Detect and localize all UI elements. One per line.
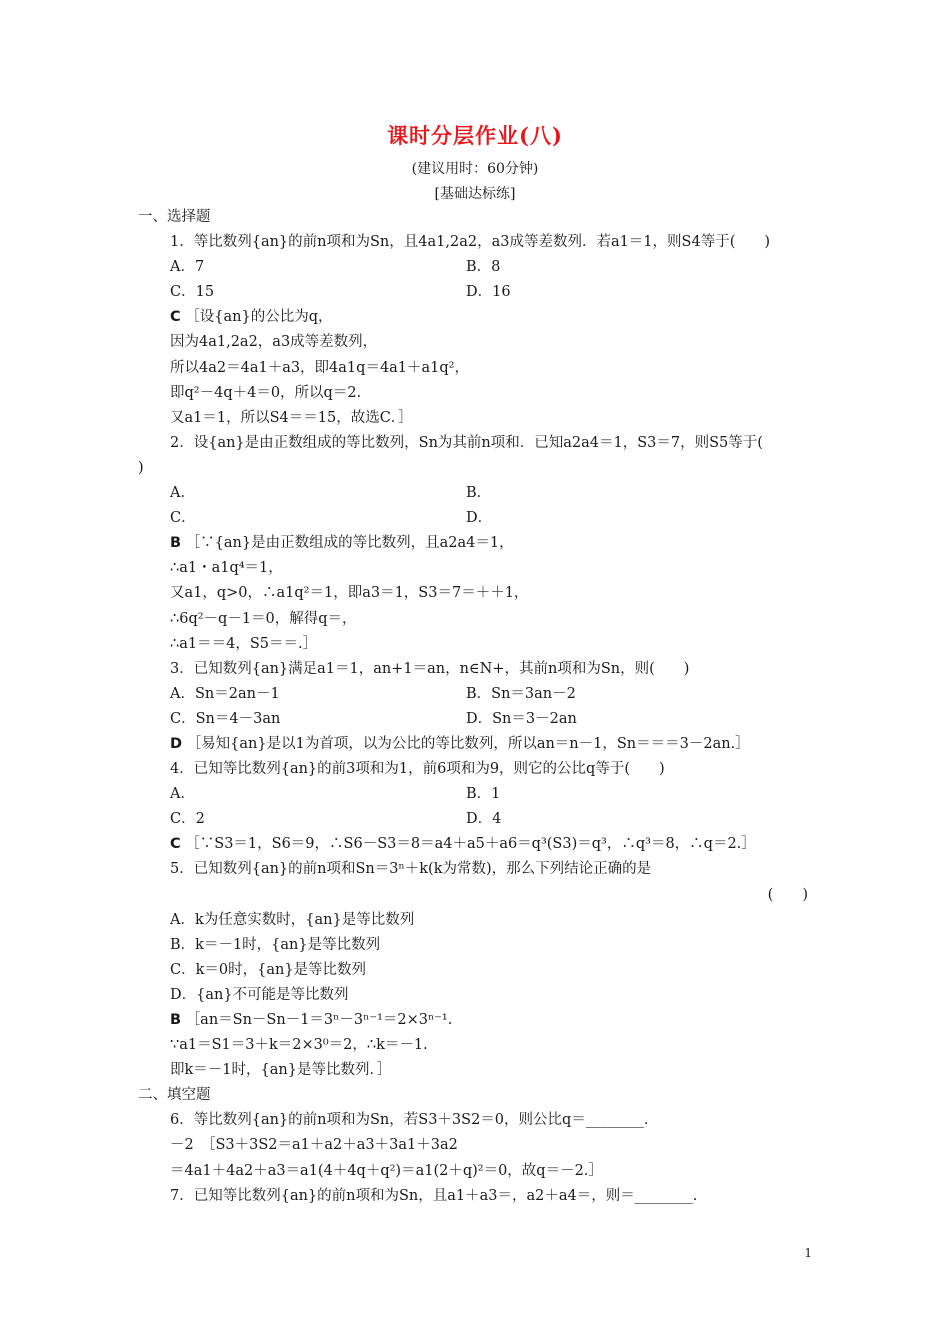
page-title: 课时分层作业(八): [387, 123, 563, 148]
line-text: ［an＝Sn－Sn－1＝3ⁿ－3ⁿ⁻¹＝2×3ⁿ⁻¹.: [185, 1012, 453, 1028]
text-line: [138, 1008, 818, 1033]
text-line: [138, 230, 818, 255]
line-text: 所以4a2＝4a1＋a3，即4a1q＝4a1＋a1q²，: [170, 359, 469, 376]
section-tag: [基础达标练]: [434, 186, 516, 202]
line-text: A．: [170, 786, 195, 803]
answer-letter: D: [170, 735, 183, 752]
text-line: [138, 381, 818, 406]
answer-letter: C: [170, 836, 181, 853]
text-line: [138, 531, 818, 556]
line-text: 1．等比数列{an}的前n项和为Sn，且4a1,2a2，a3成等差数列．若a1＝1，则S4等于( ): [170, 234, 771, 251]
option-right-column: D．16: [466, 284, 511, 301]
text-line: [138, 682, 818, 707]
option-right-column: B．: [466, 485, 492, 502]
line-text: A．: [170, 485, 195, 502]
answer-letter: C: [170, 309, 181, 326]
line-text: C．k＝0时，{an}是等比数列: [170, 961, 367, 978]
text-line: [138, 1083, 818, 1108]
line-text: B．k＝－1时，{an}是等比数列: [170, 936, 381, 953]
line-text: 4．已知等比数列{an}的前3项和为1，前6项和为9，则它的公比q等于( ): [170, 761, 665, 778]
text-line: [138, 632, 818, 657]
option-right-column: D．Sn＝3－2an: [466, 710, 577, 727]
line-text: ( ): [767, 886, 808, 903]
line-text: ［设{an}的公比为q，: [185, 309, 333, 326]
text-line: [138, 832, 818, 857]
line-text: D．{an}不可能是等比数列: [170, 986, 349, 1003]
line-text: ＝4a1＋4a2＋a3＝a1(4＋4q＋q²)＝a1(2＋q)²＝0，故q＝－2.］: [170, 1162, 603, 1179]
text-line: [138, 757, 818, 782]
page-number: 1: [804, 1246, 812, 1260]
text-line: [138, 1033, 818, 1058]
line-text: 又a1＝1，所以S4＝＝15，故选C．］: [170, 409, 413, 426]
line-text: 因为4a1,2a2，a3成等差数列，: [170, 334, 378, 351]
text-line: [138, 456, 818, 481]
line-text: 即k＝－1时，{an}是等比数列．］: [170, 1062, 392, 1079]
text-line: [138, 330, 818, 355]
text-line: [138, 1108, 818, 1133]
text-line: [138, 305, 818, 330]
line-text: ［∵{an}是由正数组成的等比数列，且a2a4＝1，: [185, 535, 514, 552]
text-line: [138, 983, 818, 1008]
text-line: [138, 657, 818, 682]
text-line: [138, 506, 818, 531]
line-text: ∴a1＝＝4，S5＝＝.］: [170, 635, 318, 652]
line-text: ∵a1＝S1＝3＋k＝2×3⁰＝2，∴k＝－1.: [170, 1037, 428, 1054]
option-right-column: B．Sn＝3an－2: [466, 685, 576, 702]
line-text: ［∵S3＝1，S6＝9，∴S6－S3＝8＝a4＋a5＋a6＝q³(S3)＝q³，∴q³＝8，∴q＝2.］: [185, 836, 756, 853]
text-line: [138, 1133, 818, 1158]
text-line: [138, 857, 818, 882]
line-text: C．Sn＝4－3an: [170, 710, 281, 727]
text-line: [138, 958, 818, 983]
line-text: 5．已知数列{an}的前n项和Sn＝3ⁿ＋k(k为常数)，那么下列结论正确的是: [170, 861, 652, 878]
line-text: 7．已知等比数列{an}的前n项和为Sn，且a1＋a3＝，a2＋a4＝，则＝________.: [170, 1187, 698, 1204]
line-text: C．2: [170, 811, 205, 828]
text-line: [138, 1058, 818, 1083]
exercise-content: [138, 205, 818, 1209]
option-right-column: B．1: [466, 786, 501, 803]
text-line: [138, 205, 818, 230]
text-line: [138, 908, 818, 933]
text-line: [138, 933, 818, 958]
text-line: [138, 607, 818, 632]
line-text: C．15: [170, 284, 215, 301]
text-line: [138, 255, 818, 280]
line-text: －2 ［S3＋3S2＝a1＋a2＋a3＋3a1＋3a2: [170, 1137, 458, 1154]
text-line: [138, 481, 818, 506]
text-line: [138, 406, 818, 431]
text-line: [138, 732, 818, 757]
text-line: [138, 1159, 818, 1184]
line-text: 二、填空题: [138, 1087, 211, 1104]
line-text: ［易知{an}是以1为首项，以为公比的等比数列，所以an＝n－1，Sn＝＝＝3－2an.］: [186, 735, 750, 752]
line-text: A．7: [170, 259, 205, 276]
text-line: [138, 431, 818, 456]
time-note: (建议用时：60分钟): [411, 161, 539, 177]
line-text: A．k为任意实数时，{an}是等比数列: [170, 911, 415, 928]
answer-letter: B: [170, 535, 182, 552]
option-right-column: B．8: [466, 259, 501, 276]
text-line: [138, 556, 818, 581]
option-right-column: D．: [466, 510, 493, 527]
answer-letter: B: [170, 1012, 182, 1028]
text-line: [138, 807, 818, 832]
line-text: ∴6q²－q－1＝0，解得q＝，: [170, 610, 357, 627]
line-text: 又a1，q>0，∴a1q²＝1，即a3＝1，S3＝7＝＋＋1，: [170, 585, 529, 602]
line-text: 2．设{an}是由正数组成的等比数列，Sn为其前n项和．已知a2a4＝1，S3＝7，则S5等于(: [170, 434, 763, 451]
line-text: 一、选择题: [138, 209, 211, 225]
line-text: C．: [170, 510, 196, 527]
line-text: ∴a1・a1q⁴＝1，: [170, 560, 283, 577]
line-text: 6．等比数列{an}的前n项和为Sn，若S3＋3S2＝0，则公比q＝________.: [170, 1112, 649, 1129]
option-right-column: D．4: [466, 811, 502, 828]
line-text: 即q²－4q＋4＝0，所以q＝2.: [170, 384, 362, 401]
line-text: ): [138, 459, 144, 476]
text-line: [138, 707, 818, 732]
text-line: [138, 883, 818, 908]
line-text: A．Sn＝2an－1: [170, 685, 280, 702]
text-line: [138, 782, 818, 807]
text-line: [138, 356, 818, 381]
text-line: [138, 1184, 818, 1209]
line-text: 3．已知数列{an}满足a1＝1，an+1＝an，n∈N+，其前n项和为Sn，则( ): [170, 660, 690, 677]
text-line: [138, 581, 818, 606]
text-line: [138, 280, 818, 305]
